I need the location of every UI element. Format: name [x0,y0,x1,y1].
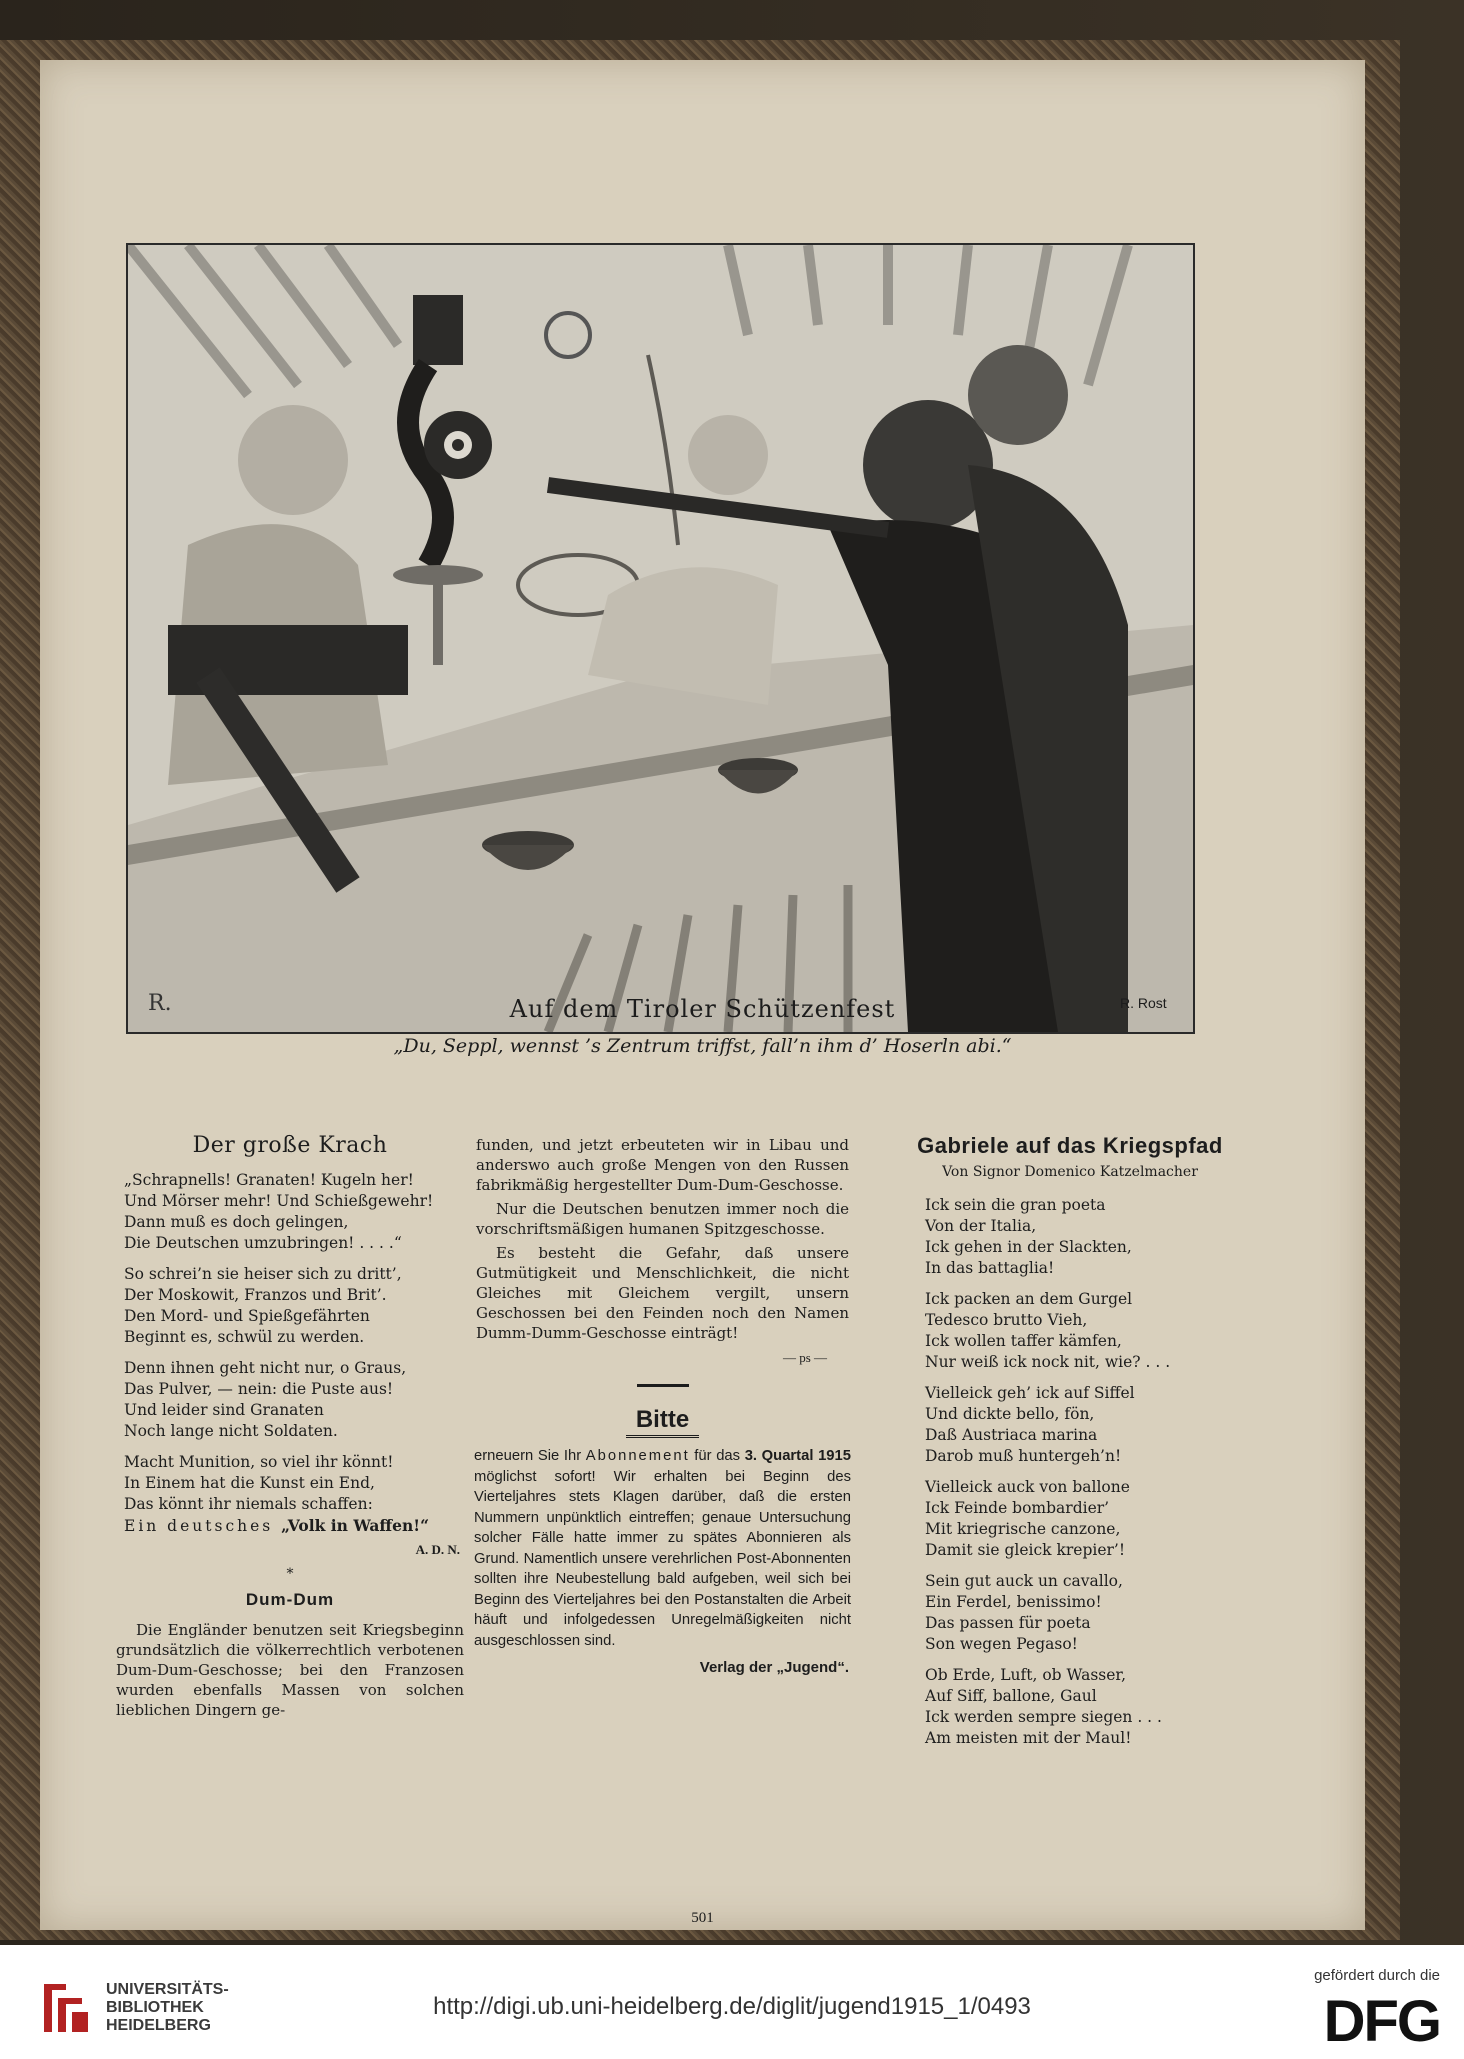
poem-line: Und leider sind Granaten [124,1401,324,1419]
dumdum-paragraph-3: Es besteht die Gefahr, daß unsere Gutmütigkeit und Menschlichkeit, die nicht Gleiches mit Gleichem vergilt, unsern Geschossen bei den Feinden noch den Namen Dumm-Dumm-Geschosse einträgt! [476,1244,849,1342]
stanza [124,1170,470,1254]
column-right [875,1135,1265,1759]
dumdum-paragraph-2: Nur die Deutschen benutzen immer noch die vorschriftsmäßigen humanen Spitzgeschosse. [476,1200,849,1238]
poem-line: Ick gehen in der Slackten, [925,1238,1132,1256]
poem-line: Damit sie gleick krepier’! [925,1541,1126,1559]
poem-line: Ick werden sempre siegen . . . [925,1708,1162,1726]
library-name-line: BIBLIOTHEK [106,1999,204,2016]
poem-line: Tedesco brutto Vieh, [925,1311,1088,1329]
poem-line: Mit kriegrische canzone, [925,1520,1121,1538]
poem-line: In Einem hat die Kunst ein End, [124,1474,375,1492]
poem-byline: Von Signor Domenico Katzelmacher [942,1164,1198,1180]
poem-line: Beginnt es, schwül zu werden. [124,1328,365,1346]
notice-text: erneuern Sie Ihr [474,1448,586,1464]
library-name-line: HEIDELBERG [106,2017,211,2034]
funding-note: gefördert durch die [1314,1967,1440,1984]
poem-line: „Schrapnells! Granaten! Kugeln her! [124,1171,414,1189]
shooting-gallery-drawing [128,245,1193,1032]
stanza [925,1665,1265,1749]
poem-line: Ick packen an dem Gurgel [925,1290,1133,1308]
poem-line: Noch lange nicht Soldaten. [124,1422,338,1440]
poem-line: Vielleick auck von ballone [925,1478,1130,1496]
poem-title-gabriele: Gabriele auf das Kriegspfad [917,1133,1223,1158]
poem-line-final [124,1515,470,1537]
dumdum-continued: funden, und jetzt erbeuteten wir in Libau und anderswo auch große Mengen von den Russen fabrikmäßig hergestellter Dum-Dum-Geschosse. [476,1136,849,1194]
notice-quarter: 3. Quartal 1915 [744,1448,851,1464]
poem-signature: A. D. N. [415,1542,460,1557]
poem-line: Vielleick geh’ ick auf Siffel [925,1384,1135,1402]
poem-line: Und dickte bello, fön, [925,1405,1095,1423]
stanza [925,1477,1265,1561]
viewer-footer [0,1945,1464,2059]
poem-line: So schrei’n sie heiser sich zu dritt’, [124,1265,402,1283]
poem-line: Ob Erde, Luft, ob Wasser, [925,1666,1127,1684]
bitte-title: Bitte [626,1406,699,1438]
column-middle [470,1135,855,1678]
poem-line: Auf Siff, ballone, Gaul [925,1687,1097,1705]
poem-line: Darob muß huntergeh’n! [925,1447,1122,1465]
document-url[interactable]: http://digi.ub.uni-heidelberg.de/diglit/jugend1915_1/0493 [433,1993,1031,2020]
bitte-heading [470,1406,855,1433]
poem-line: Und Mörser mehr! Und Schießgewehr! [124,1192,434,1210]
poem-line: Das könnt ihr niemals schaffen: [124,1495,373,1513]
dumdum-title: Dum-Dum [245,1590,335,1609]
dumdum-signature: — ps — [782,1350,827,1365]
poem-line: Son wegen Pegaso! [925,1635,1078,1653]
poem-line: Von der Italia, [925,1217,1037,1235]
poem-line: Macht Munition, so viel ihr könnt! [124,1453,394,1471]
poem-line: Ick Feinde bombardier’ [925,1499,1110,1517]
dumdum-paragraph: Die Engländer benutzen seit Kriegsbeginn grundsätzlich die völkerrechtlich verbotenen Dum-Dum-Geschosse; bei den Franzosen wurden ebenfalls Massen von solchen lieblichen Dingern ge- [116,1621,464,1719]
separator-star: * [286,1566,294,1582]
stanza [925,1289,1265,1373]
poem-line: Ick sein die gran poeta [925,1196,1106,1214]
final-line-prefix: Ein deutsches [124,1517,282,1535]
library-name-line: UNIVERSITÄTS- [106,1981,229,1998]
poem-line: Am meisten mit der Maul! [925,1729,1132,1747]
dfg-logo[interactable]: DFG [1323,1989,1440,2054]
illustration [126,243,1195,1034]
caption-quote: „Du, Seppl, wennst ’s Zentrum triffst, fall’n ihm d’ Hoserln abi.“ [393,1035,1012,1057]
magazine-page [40,60,1365,1930]
section-rule [637,1384,689,1387]
notice-spaced-word: Abonnement [585,1448,690,1464]
page-number: 501 [691,1910,714,1926]
stanza [925,1571,1265,1655]
stanza [124,1358,470,1442]
poem-line: Ick wollen taffer kämfen, [925,1332,1122,1350]
poem-title-krach: Der große Krach [192,1133,388,1158]
caption-title: Auf dem Tiroler Schützenfest [509,995,896,1023]
stanza [925,1195,1265,1279]
poem-line: Den Mord- und Spießgefährten [124,1307,370,1325]
poem-line: Sein gut auck un cavallo, [925,1572,1123,1590]
publisher-signature: Verlag der „Jugend“. [699,1659,849,1676]
poem-line: Ein Ferdel, benissimo! [925,1593,1102,1611]
stanza [124,1264,470,1348]
column-left [110,1135,470,1724]
poem-line: Der Moskowit, Franzos und Brit’. [124,1286,387,1304]
notice-text: für das [689,1448,745,1464]
poem-line: Das passen für poeta [925,1614,1091,1632]
poem-line: Dann muß es doch gelingen, [124,1213,349,1231]
poem-line: Die Deutschen umzubringen! . . . .“ [124,1234,402,1252]
poem-line: Nur weiß ick nock nit, wie? . . . [925,1353,1171,1371]
poem-line: Denn ihnen geht nicht nur, o Graus, [124,1359,407,1377]
poem-line: Daß Austriaca marina [925,1426,1098,1444]
artist-monogram: R. [148,991,172,1016]
poem-line: In das battaglia! [925,1259,1055,1277]
poem-line: Das Pulver, — nein: die Puste aus! [124,1380,394,1398]
caption-artist: R. Rost [1120,995,1167,1011]
notice-text: möglichst sofort! Wir erhalten bei Beginn des Vierteljahres stets Klagen darüber, daß die ersten Nummern unpünktlich eintreffen; genaue Untersuchung solcher Fälle hatte immer zu spätes Abonnieren als Grund. Namentlich unsere verehrlichen Post-Abonnenten sollten ihre Neubestellung bald aufgeben, weil sich bei Beginn des Vierteljahres bei den Postanstalten die Arbeit häuft und infolgedessen Unregelmäßigkeiten nicht ausgeschlossen sind. [474,1468,851,1649]
stanza [124,1452,470,1537]
final-line-emphasis: „Volk in Waffen!“ [281,1516,430,1535]
subscription-notice [470,1446,855,1651]
stanza [925,1383,1265,1467]
